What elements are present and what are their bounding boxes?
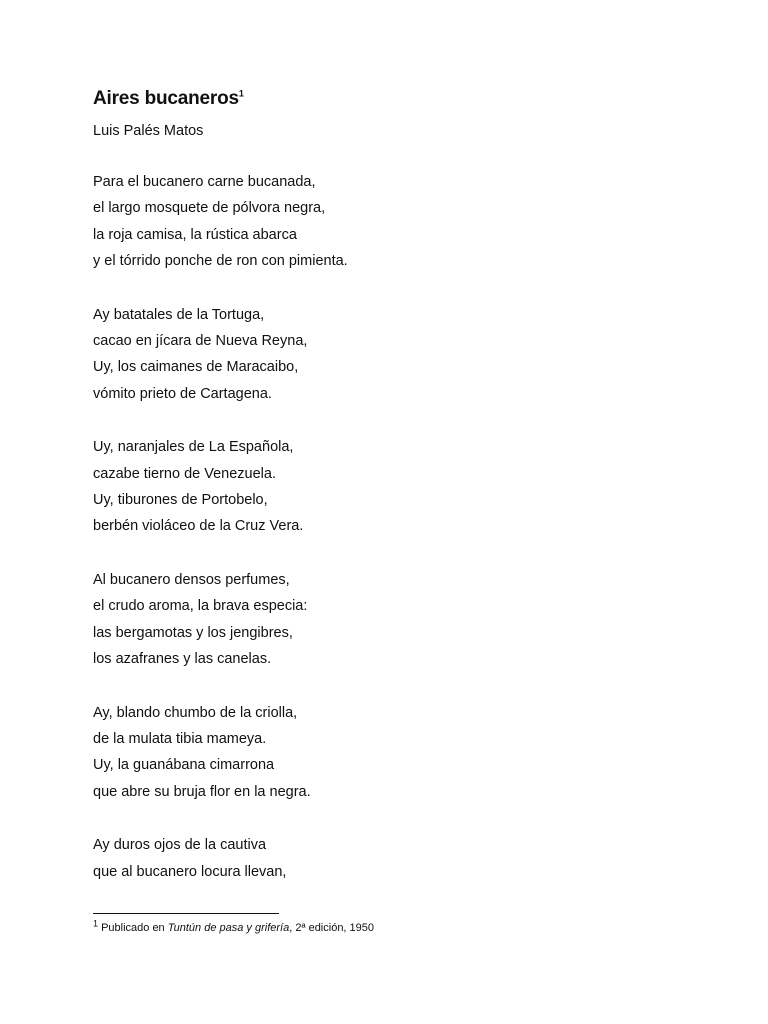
stanza	[93, 434, 693, 540]
poem-line: Uy, tiburones de Portobelo,	[93, 492, 268, 509]
stanza	[93, 832, 693, 885]
poem-line: y el tórrido ponche de ron con pimienta.	[93, 253, 348, 270]
stanza	[93, 700, 693, 806]
stanza	[93, 567, 693, 673]
footnote-suffix: , 2ª edición, 1950	[289, 922, 375, 934]
poem-line: las bergamotas y los jengibres,	[93, 624, 293, 641]
poem-body	[93, 169, 693, 885]
footnote-reference-marker: 1	[238, 88, 244, 99]
poem-line: el largo mosquete de pólvora negra,	[93, 200, 326, 217]
stanza	[93, 302, 693, 408]
footnote-separator	[93, 913, 279, 914]
footnote	[93, 920, 374, 936]
footnote-marker: 1	[93, 918, 99, 929]
poem-title-text: Aires bucaneros	[93, 88, 239, 109]
poem-line: vómito prieto de Cartagena.	[93, 385, 272, 402]
poem-line: Uy, naranjales de La Española,	[93, 439, 294, 456]
stanza	[93, 169, 693, 275]
poem-author: Luis Palés Matos	[93, 123, 204, 139]
poem-line: que abre su bruja flor en la negra.	[93, 783, 311, 800]
poem-line: Ay batatales de la Tortuga,	[93, 306, 265, 323]
poem-line: berbén violáceo de la Cruz Vera.	[93, 518, 304, 535]
poem-line: cacao en jícara de Nueva Reyna,	[93, 333, 308, 350]
poem-line: que al bucanero locura llevan,	[93, 863, 287, 880]
poem-line: la roja camisa, la rústica abarca	[93, 226, 297, 243]
poem-line: Para el bucanero carne bucanada,	[93, 174, 316, 190]
poem-line: Ay duros ojos de la cautiva	[93, 837, 267, 854]
poem-line: cazabe tierno de Venezuela.	[93, 465, 276, 482]
poem-line: Uy, los caimanes de Maracaibo,	[93, 359, 299, 376]
document-page	[93, 86, 693, 912]
footnote-book-title: Tuntún de pasa y grifería	[167, 922, 290, 934]
poem-title	[93, 86, 693, 112]
poem-line: el crudo aroma, la brava especia:	[93, 598, 308, 615]
poem-line: Uy, la guanábana cimarrona	[93, 757, 275, 774]
footnote-prefix: Publicado en	[98, 922, 168, 934]
poem-line: Al bucanero densos perfumes,	[93, 571, 290, 588]
poem-line: Ay, blando chumbo de la criolla,	[93, 704, 298, 721]
poem-line: los azafranes y las canelas.	[93, 651, 272, 668]
poem-line: de la mulata tibia mameya.	[93, 730, 267, 747]
